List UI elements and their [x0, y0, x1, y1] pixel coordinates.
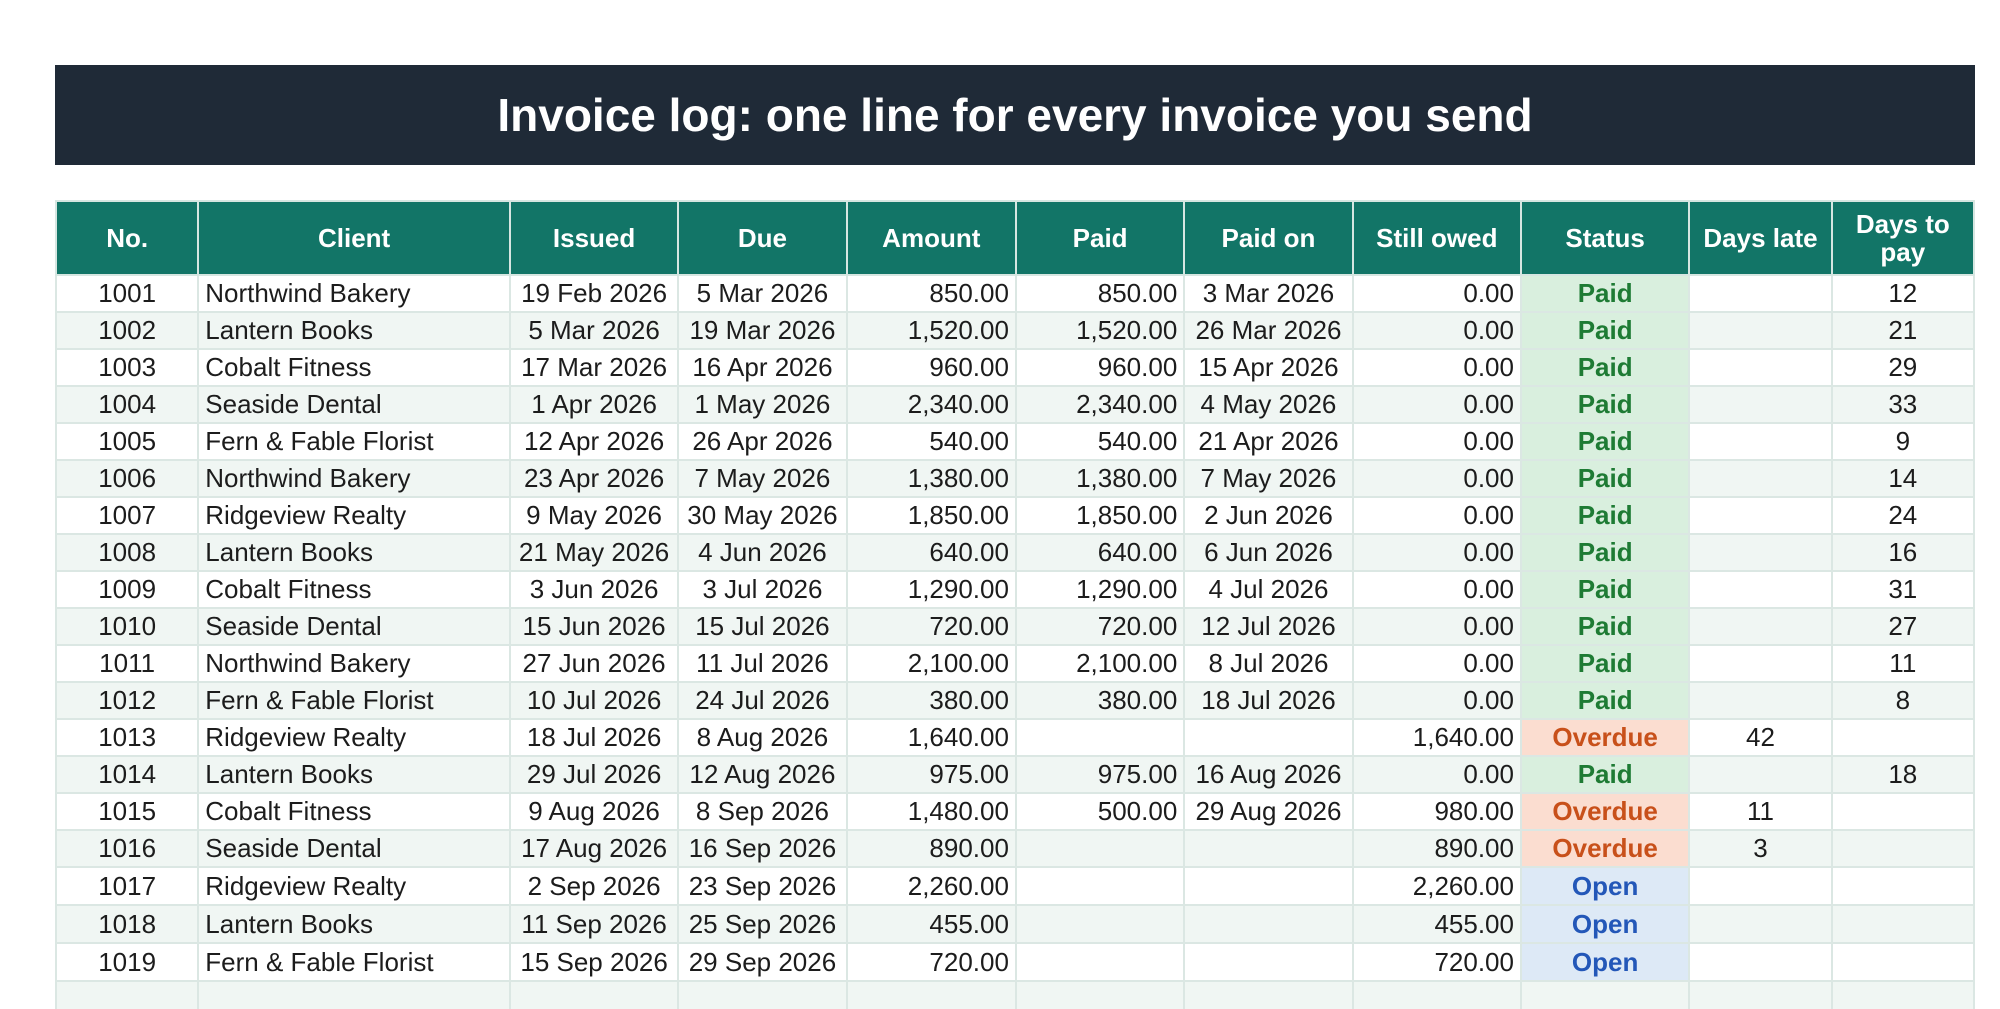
cell-paid-on[interactable]: 18 Jul 2026 — [1184, 682, 1352, 719]
cell-still-owed[interactable]: 890.00 — [1353, 830, 1521, 867]
cell-client[interactable]: Lantern Books — [198, 534, 510, 571]
cell-days-late[interactable] — [1689, 682, 1831, 719]
status-badge[interactable]: Paid — [1521, 349, 1689, 386]
cell-days-to-pay[interactable]: 14 — [1832, 460, 1974, 497]
status-badge[interactable]: Overdue — [1521, 830, 1689, 867]
cell-paid-on[interactable]: 3 Mar 2026 — [1184, 275, 1352, 312]
cell-paid[interactable]: 975.00 — [1016, 756, 1184, 793]
cell-paid-on[interactable]: 15 Apr 2026 — [1184, 349, 1352, 386]
header-issued[interactable]: Issued — [510, 201, 678, 275]
empty-cell[interactable] — [198, 981, 510, 1009]
cell-days-to-pay[interactable]: 8 — [1832, 682, 1974, 719]
cell-days-to-pay[interactable] — [1832, 719, 1974, 756]
cell-paid[interactable] — [1016, 719, 1184, 756]
cell-no[interactable]: 1019 — [56, 943, 198, 981]
table-row — [56, 497, 1974, 534]
cell-amount[interactable]: 1,290.00 — [847, 571, 1016, 608]
cell-client[interactable]: Cobalt Fitness — [198, 571, 510, 608]
table-row — [56, 719, 1974, 756]
cell-days-late[interactable] — [1689, 349, 1831, 386]
cell-amount[interactable]: 2,100.00 — [847, 645, 1016, 682]
cell-paid[interactable] — [1016, 943, 1184, 981]
cell-issued[interactable]: 1 Apr 2026 — [510, 386, 678, 423]
cell-client[interactable]: Fern & Fable Florist — [198, 943, 510, 981]
cell-issued[interactable]: 15 Jun 2026 — [510, 608, 678, 645]
cell-issued[interactable]: 18 Jul 2026 — [510, 719, 678, 756]
cell-days-to-pay[interactable] — [1832, 867, 1974, 905]
header-paid[interactable]: Paid — [1016, 201, 1184, 275]
status-badge[interactable]: Paid — [1521, 423, 1689, 460]
cell-amount[interactable]: 380.00 — [847, 682, 1016, 719]
empty-cell[interactable] — [510, 981, 678, 1009]
status-badge[interactable]: Paid — [1521, 645, 1689, 682]
status-badge[interactable]: Paid — [1521, 534, 1689, 571]
cell-paid[interactable]: 380.00 — [1016, 682, 1184, 719]
cell-still-owed[interactable]: 0.00 — [1353, 386, 1521, 423]
cell-due[interactable]: 11 Jul 2026 — [678, 645, 846, 682]
cell-paid[interactable]: 500.00 — [1016, 793, 1184, 830]
cell-days-late[interactable] — [1689, 756, 1831, 793]
cell-days-to-pay[interactable]: 18 — [1832, 756, 1974, 793]
cell-still-owed[interactable]: 1,640.00 — [1353, 719, 1521, 756]
cell-client[interactable]: Lantern Books — [198, 905, 510, 943]
cell-client[interactable]: Northwind Bakery — [198, 460, 510, 497]
cell-paid-on[interactable]: 4 May 2026 — [1184, 386, 1352, 423]
cell-still-owed[interactable]: 2,260.00 — [1353, 867, 1521, 905]
cell-paid[interactable]: 540.00 — [1016, 423, 1184, 460]
status-badge[interactable]: Open — [1521, 867, 1689, 905]
cell-amount[interactable]: 1,380.00 — [847, 460, 1016, 497]
cell-days-to-pay[interactable] — [1832, 943, 1974, 981]
empty-cell[interactable] — [847, 981, 1016, 1009]
cell-still-owed[interactable]: 0.00 — [1353, 423, 1521, 460]
status-badge[interactable]: Overdue — [1521, 793, 1689, 830]
status-badge[interactable]: Paid — [1521, 682, 1689, 719]
status-badge[interactable]: Open — [1521, 905, 1689, 943]
cell-due[interactable]: 19 Mar 2026 — [678, 312, 846, 349]
cell-days-late[interactable] — [1689, 608, 1831, 645]
cell-amount[interactable]: 1,480.00 — [847, 793, 1016, 830]
table-row — [56, 645, 1974, 682]
cell-client[interactable]: Fern & Fable Florist — [198, 423, 510, 460]
cell-still-owed[interactable]: 0.00 — [1353, 756, 1521, 793]
cell-due[interactable]: 3 Jul 2026 — [678, 571, 846, 608]
cell-days-late[interactable] — [1689, 423, 1831, 460]
cell-paid-on[interactable]: 12 Jul 2026 — [1184, 608, 1352, 645]
cell-days-late[interactable]: 3 — [1689, 830, 1831, 867]
empty-cell[interactable] — [678, 981, 846, 1009]
cell-paid-on[interactable]: 6 Jun 2026 — [1184, 534, 1352, 571]
cell-no[interactable]: 1016 — [56, 830, 198, 867]
cell-no[interactable]: 1002 — [56, 312, 198, 349]
empty-cell[interactable] — [1353, 981, 1521, 1009]
cell-issued[interactable]: 12 Apr 2026 — [510, 423, 678, 460]
cell-due[interactable]: 23 Sep 2026 — [678, 867, 846, 905]
cell-days-late[interactable] — [1689, 645, 1831, 682]
cell-days-late[interactable] — [1689, 571, 1831, 608]
empty-row — [56, 981, 1974, 1009]
table-row — [56, 312, 1974, 349]
cell-client[interactable]: Northwind Bakery — [198, 645, 510, 682]
status-badge[interactable]: Paid — [1521, 275, 1689, 312]
status-badge[interactable]: Paid — [1521, 312, 1689, 349]
cell-paid[interactable]: 720.00 — [1016, 608, 1184, 645]
cell-no[interactable]: 1015 — [56, 793, 198, 830]
cell-paid[interactable]: 2,100.00 — [1016, 645, 1184, 682]
cell-days-to-pay[interactable] — [1832, 830, 1974, 867]
cell-paid-on[interactable] — [1184, 905, 1352, 943]
table-row — [56, 943, 1974, 981]
header-no[interactable]: No. — [56, 201, 198, 275]
cell-no[interactable]: 1011 — [56, 645, 198, 682]
cell-still-owed[interactable]: 0.00 — [1353, 460, 1521, 497]
cell-amount[interactable]: 540.00 — [847, 423, 1016, 460]
cell-paid-on[interactable] — [1184, 719, 1352, 756]
status-badge[interactable]: Paid — [1521, 756, 1689, 793]
empty-cell[interactable] — [1184, 981, 1352, 1009]
cell-days-late[interactable]: 11 — [1689, 793, 1831, 830]
cell-amount[interactable]: 1,520.00 — [847, 312, 1016, 349]
cell-still-owed[interactable]: 0.00 — [1353, 349, 1521, 386]
empty-cell[interactable] — [1521, 981, 1689, 1009]
table-row — [56, 756, 1974, 793]
cell-no[interactable]: 1006 — [56, 460, 198, 497]
cell-due[interactable]: 5 Mar 2026 — [678, 275, 846, 312]
cell-client[interactable]: Ridgeview Realty — [198, 867, 510, 905]
cell-amount[interactable]: 455.00 — [847, 905, 1016, 943]
cell-days-late[interactable] — [1689, 943, 1831, 981]
cell-issued[interactable]: 9 May 2026 — [510, 497, 678, 534]
cell-due[interactable]: 8 Sep 2026 — [678, 793, 846, 830]
cell-days-to-pay[interactable]: 9 — [1832, 423, 1974, 460]
cell-paid-on[interactable]: 29 Aug 2026 — [1184, 793, 1352, 830]
cell-paid[interactable]: 960.00 — [1016, 349, 1184, 386]
cell-still-owed[interactable]: 455.00 — [1353, 905, 1521, 943]
cell-no[interactable]: 1009 — [56, 571, 198, 608]
cell-still-owed[interactable]: 0.00 — [1353, 275, 1521, 312]
cell-still-owed[interactable]: 0.00 — [1353, 571, 1521, 608]
cell-due[interactable]: 7 May 2026 — [678, 460, 846, 497]
empty-cell[interactable] — [1689, 981, 1831, 1009]
cell-client[interactable]: Cobalt Fitness — [198, 793, 510, 830]
cell-paid-on[interactable]: 26 Mar 2026 — [1184, 312, 1352, 349]
header-paid-on[interactable]: Paid on — [1184, 201, 1352, 275]
cell-amount[interactable]: 2,340.00 — [847, 386, 1016, 423]
cell-days-late[interactable] — [1689, 905, 1831, 943]
cell-no[interactable]: 1017 — [56, 867, 198, 905]
cell-no[interactable]: 1014 — [56, 756, 198, 793]
cell-client[interactable]: Lantern Books — [198, 756, 510, 793]
cell-no[interactable]: 1012 — [56, 682, 198, 719]
cell-paid[interactable]: 2,340.00 — [1016, 386, 1184, 423]
cell-paid[interactable]: 1,850.00 — [1016, 497, 1184, 534]
cell-days-late[interactable]: 42 — [1689, 719, 1831, 756]
cell-still-owed[interactable]: 0.00 — [1353, 682, 1521, 719]
cell-no[interactable]: 1001 — [56, 275, 198, 312]
sheet-title: Invoice log: one line for every invoice you send — [55, 65, 1975, 165]
cell-client[interactable]: Seaside Dental — [198, 608, 510, 645]
cell-days-to-pay[interactable]: 29 — [1832, 349, 1974, 386]
cell-issued[interactable]: 17 Aug 2026 — [510, 830, 678, 867]
cell-due[interactable]: 29 Sep 2026 — [678, 943, 846, 981]
header-amount[interactable]: Amount — [847, 201, 1016, 275]
status-badge[interactable]: Overdue — [1521, 719, 1689, 756]
cell-paid-on[interactable] — [1184, 867, 1352, 905]
cell-paid[interactable] — [1016, 830, 1184, 867]
cell-due[interactable]: 16 Sep 2026 — [678, 830, 846, 867]
header-still-owed[interactable]: Still owed — [1353, 201, 1521, 275]
cell-due[interactable]: 1 May 2026 — [678, 386, 846, 423]
cell-amount[interactable]: 2,260.00 — [847, 867, 1016, 905]
cell-days-to-pay[interactable]: 33 — [1832, 386, 1974, 423]
cell-due[interactable]: 15 Jul 2026 — [678, 608, 846, 645]
empty-cell[interactable] — [56, 981, 198, 1009]
header-client[interactable]: Client — [198, 201, 510, 275]
table-row — [56, 682, 1974, 719]
cell-paid-on[interactable]: 21 Apr 2026 — [1184, 423, 1352, 460]
cell-issued[interactable]: 21 May 2026 — [510, 534, 678, 571]
empty-cell[interactable] — [1832, 981, 1974, 1009]
cell-amount[interactable]: 850.00 — [847, 275, 1016, 312]
cell-days-to-pay[interactable]: 11 — [1832, 645, 1974, 682]
table-row — [56, 608, 1974, 645]
cell-days-late[interactable] — [1689, 386, 1831, 423]
cell-days-to-pay[interactable]: 21 — [1832, 312, 1974, 349]
cell-days-to-pay[interactable] — [1832, 905, 1974, 943]
status-badge[interactable]: Paid — [1521, 497, 1689, 534]
status-badge[interactable]: Open — [1521, 943, 1689, 981]
table-row — [56, 386, 1974, 423]
cell-days-late[interactable] — [1689, 497, 1831, 534]
cell-paid-on[interactable] — [1184, 830, 1352, 867]
cell-client[interactable]: Northwind Bakery — [198, 275, 510, 312]
header-row — [56, 201, 1974, 275]
cell-issued[interactable]: 27 Jun 2026 — [510, 645, 678, 682]
cell-amount[interactable]: 960.00 — [847, 349, 1016, 386]
cell-days-to-pay[interactable]: 31 — [1832, 571, 1974, 608]
cell-paid[interactable]: 1,380.00 — [1016, 460, 1184, 497]
cell-still-owed[interactable]: 0.00 — [1353, 534, 1521, 571]
table-row — [56, 423, 1974, 460]
cell-paid[interactable]: 1,290.00 — [1016, 571, 1184, 608]
header-due[interactable]: Due — [678, 201, 846, 275]
cell-client[interactable]: Seaside Dental — [198, 386, 510, 423]
status-badge[interactable]: Paid — [1521, 608, 1689, 645]
cell-paid[interactable] — [1016, 867, 1184, 905]
cell-still-owed[interactable]: 0.00 — [1353, 312, 1521, 349]
table-row — [56, 534, 1974, 571]
table-row — [56, 349, 1974, 386]
table-row — [56, 793, 1974, 830]
cell-no[interactable]: 1005 — [56, 423, 198, 460]
cell-still-owed[interactable]: 720.00 — [1353, 943, 1521, 981]
invoice-table — [55, 200, 1975, 1009]
cell-issued[interactable]: 3 Jun 2026 — [510, 571, 678, 608]
cell-due[interactable]: 24 Jul 2026 — [678, 682, 846, 719]
cell-paid-on[interactable]: 2 Jun 2026 — [1184, 497, 1352, 534]
cell-issued[interactable]: 19 Feb 2026 — [510, 275, 678, 312]
table-row — [56, 460, 1974, 497]
cell-client[interactable]: Ridgeview Realty — [198, 719, 510, 756]
cell-still-owed[interactable]: 0.00 — [1353, 497, 1521, 534]
cell-due[interactable]: 25 Sep 2026 — [678, 905, 846, 943]
cell-no[interactable]: 1008 — [56, 534, 198, 571]
cell-no[interactable]: 1007 — [56, 497, 198, 534]
table-row — [56, 275, 1974, 312]
header-days-late[interactable]: Days late — [1689, 201, 1831, 275]
cell-amount[interactable]: 890.00 — [847, 830, 1016, 867]
empty-cell[interactable] — [1016, 981, 1184, 1009]
cell-due[interactable]: 26 Apr 2026 — [678, 423, 846, 460]
cell-issued[interactable]: 5 Mar 2026 — [510, 312, 678, 349]
cell-paid-on[interactable]: 4 Jul 2026 — [1184, 571, 1352, 608]
cell-paid[interactable] — [1016, 905, 1184, 943]
cell-due[interactable]: 16 Apr 2026 — [678, 349, 846, 386]
cell-issued[interactable]: 23 Apr 2026 — [510, 460, 678, 497]
cell-still-owed[interactable]: 980.00 — [1353, 793, 1521, 830]
cell-no[interactable]: 1018 — [56, 905, 198, 943]
cell-issued[interactable]: 17 Mar 2026 — [510, 349, 678, 386]
cell-days-late[interactable] — [1689, 275, 1831, 312]
cell-days-to-pay[interactable]: 12 — [1832, 275, 1974, 312]
cell-still-owed[interactable]: 0.00 — [1353, 645, 1521, 682]
cell-client[interactable]: Fern & Fable Florist — [198, 682, 510, 719]
cell-paid-on[interactable]: 8 Jul 2026 — [1184, 645, 1352, 682]
table-row — [56, 571, 1974, 608]
cell-amount[interactable]: 720.00 — [847, 608, 1016, 645]
cell-days-late[interactable] — [1689, 534, 1831, 571]
cell-days-to-pay[interactable]: 24 — [1832, 497, 1974, 534]
cell-issued[interactable]: 15 Sep 2026 — [510, 943, 678, 981]
cell-days-to-pay[interactable]: 16 — [1832, 534, 1974, 571]
status-badge[interactable]: Paid — [1521, 460, 1689, 497]
cell-no[interactable]: 1004 — [56, 386, 198, 423]
cell-amount[interactable]: 720.00 — [847, 943, 1016, 981]
table-row — [56, 830, 1974, 867]
cell-paid[interactable]: 640.00 — [1016, 534, 1184, 571]
cell-paid-on[interactable]: 16 Aug 2026 — [1184, 756, 1352, 793]
cell-issued[interactable]: 29 Jul 2026 — [510, 756, 678, 793]
cell-due[interactable]: 12 Aug 2026 — [678, 756, 846, 793]
cell-paid[interactable]: 850.00 — [1016, 275, 1184, 312]
cell-issued[interactable]: 2 Sep 2026 — [510, 867, 678, 905]
cell-due[interactable]: 8 Aug 2026 — [678, 719, 846, 756]
cell-amount[interactable]: 1,850.00 — [847, 497, 1016, 534]
cell-amount[interactable]: 1,640.00 — [847, 719, 1016, 756]
header-days-to-pay[interactable]: Days to pay — [1832, 201, 1974, 275]
status-badge[interactable]: Paid — [1521, 571, 1689, 608]
status-badge[interactable]: Paid — [1521, 386, 1689, 423]
cell-due[interactable]: 30 May 2026 — [678, 497, 846, 534]
cell-client[interactable]: Seaside Dental — [198, 830, 510, 867]
cell-days-late[interactable] — [1689, 460, 1831, 497]
cell-issued[interactable]: 10 Jul 2026 — [510, 682, 678, 719]
cell-days-late[interactable] — [1689, 867, 1831, 905]
table-row — [56, 905, 1974, 943]
cell-days-to-pay[interactable] — [1832, 793, 1974, 830]
cell-due[interactable]: 4 Jun 2026 — [678, 534, 846, 571]
cell-no[interactable]: 1003 — [56, 349, 198, 386]
table-row — [56, 867, 1974, 905]
cell-no[interactable]: 1010 — [56, 608, 198, 645]
cell-still-owed[interactable]: 0.00 — [1353, 608, 1521, 645]
cell-amount[interactable]: 975.00 — [847, 756, 1016, 793]
cell-issued[interactable]: 11 Sep 2026 — [510, 905, 678, 943]
cell-client[interactable]: Ridgeview Realty — [198, 497, 510, 534]
cell-days-late[interactable] — [1689, 312, 1831, 349]
cell-paid[interactable]: 1,520.00 — [1016, 312, 1184, 349]
cell-amount[interactable]: 640.00 — [847, 534, 1016, 571]
cell-days-to-pay[interactable]: 27 — [1832, 608, 1974, 645]
cell-client[interactable]: Cobalt Fitness — [198, 349, 510, 386]
cell-issued[interactable]: 9 Aug 2026 — [510, 793, 678, 830]
cell-paid-on[interactable]: 7 May 2026 — [1184, 460, 1352, 497]
cell-client[interactable]: Lantern Books — [198, 312, 510, 349]
header-status[interactable]: Status — [1521, 201, 1689, 275]
cell-no[interactable]: 1013 — [56, 719, 198, 756]
cell-paid-on[interactable] — [1184, 943, 1352, 981]
